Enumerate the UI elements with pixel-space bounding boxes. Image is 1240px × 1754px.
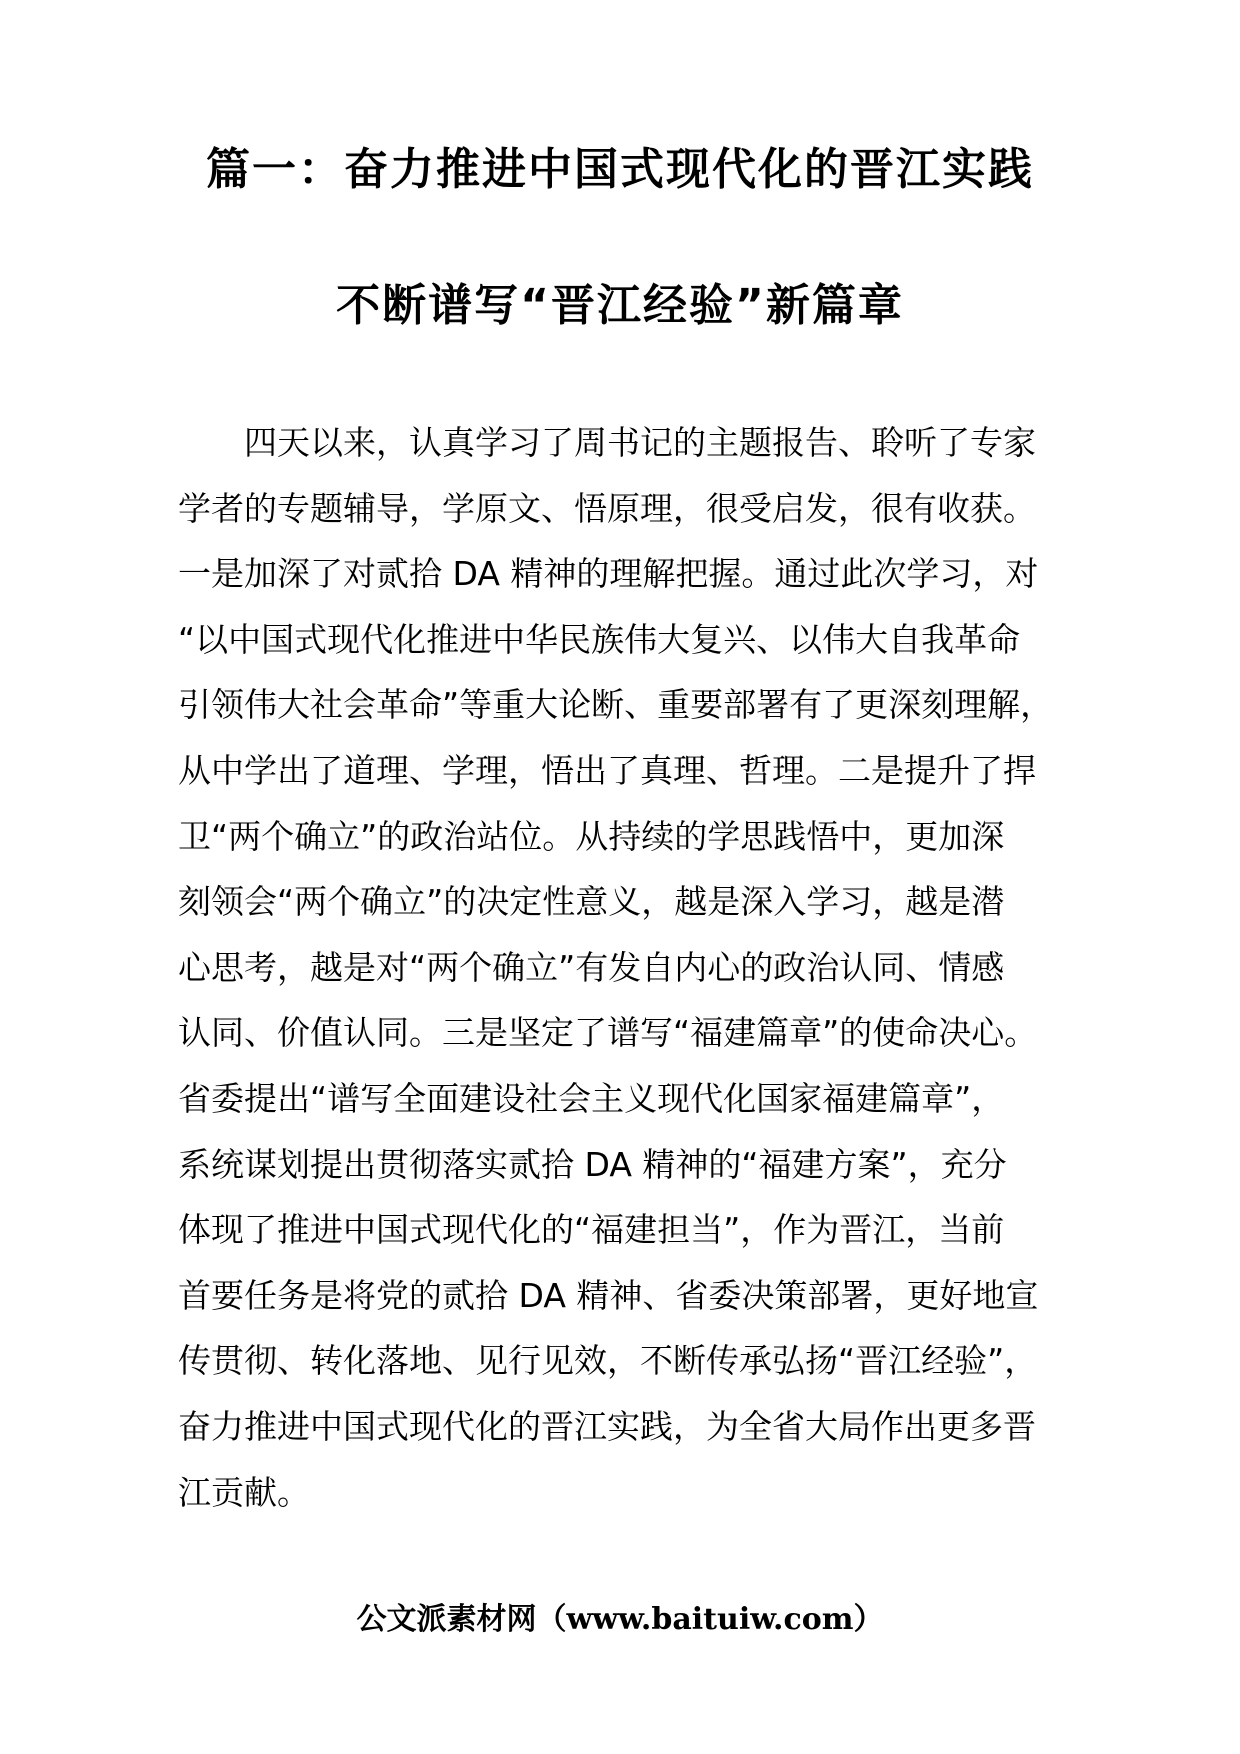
paragraph-line: 引领伟大社会革命”等重大论断、重要部署有了更深刻理解， — [178, 685, 1054, 725]
paragraph-line: 四天以来，认真学习了周书记的主题报告、聆听了专家 — [244, 423, 1036, 462]
paragraph-line: 心思考，越是对“两个确立”有发自内心的政治认同、情感 — [178, 947, 1005, 987]
paragraph-line: 传贯彻、转化落地、见行见效，不断传承弘扬“晋江经验”， — [178, 1341, 1038, 1381]
paragraph-line: 刻领会“两个确立”的决定性意义，越是深入学习，越是潜 — [178, 882, 1005, 922]
paragraph-line: 学者的专题辅导，学原文、悟原理，很受启发，很有收获。 — [178, 488, 1036, 528]
paragraph-line: 从中学出了道理、学理，悟出了真理、哲理。二是提升了捍 — [178, 750, 1036, 790]
paragraph-line: 省委提出“谱写全面建设社会主义现代化国家福建篇章”， — [178, 1078, 1005, 1118]
paragraph-line: 认同、价值认同。三是坚定了谱写“福建篇章”的使命决心。 — [178, 1013, 1038, 1053]
document-subtitle: 不断谱写“晋江经验”新篇章 — [336, 280, 904, 331]
paragraph-line: 首要任务是将党的贰拾 DA 精神、省委决策部署，更好地宣 — [178, 1275, 1039, 1315]
paragraph-line: “以中国式现代化推进中华民族伟大复兴、以伟大自我革命 — [178, 619, 1021, 659]
paragraph-line: 系统谋划提出贯彻落实贰拾 DA 精神的“福建方案”，充分 — [178, 1144, 1007, 1184]
paragraph-line: 体现了推进中国式现代化的“福建担当”，作为晋江，当前 — [178, 1210, 1005, 1250]
paragraph-line: 一是加深了对贰拾 DA 精神的理解把握。通过此次学习，对 — [178, 554, 1039, 594]
footer-source: 公文派素材网（www.baituiw.com） — [356, 1602, 884, 1637]
paragraph-line: 卫“两个确立”的政治站位。从持续的学思践悟中，更加深 — [178, 816, 1005, 856]
document-title: 篇一：奋力推进中国式现代化的晋江实践 — [206, 144, 1034, 195]
body-paragraph — [178, 410, 1098, 1525]
paragraph-line: 奋力推进中国式现代化的晋江实践，为全省大局作出更多晋 — [178, 1406, 1036, 1446]
paragraph-line: 江贡献。 — [178, 1472, 310, 1512]
